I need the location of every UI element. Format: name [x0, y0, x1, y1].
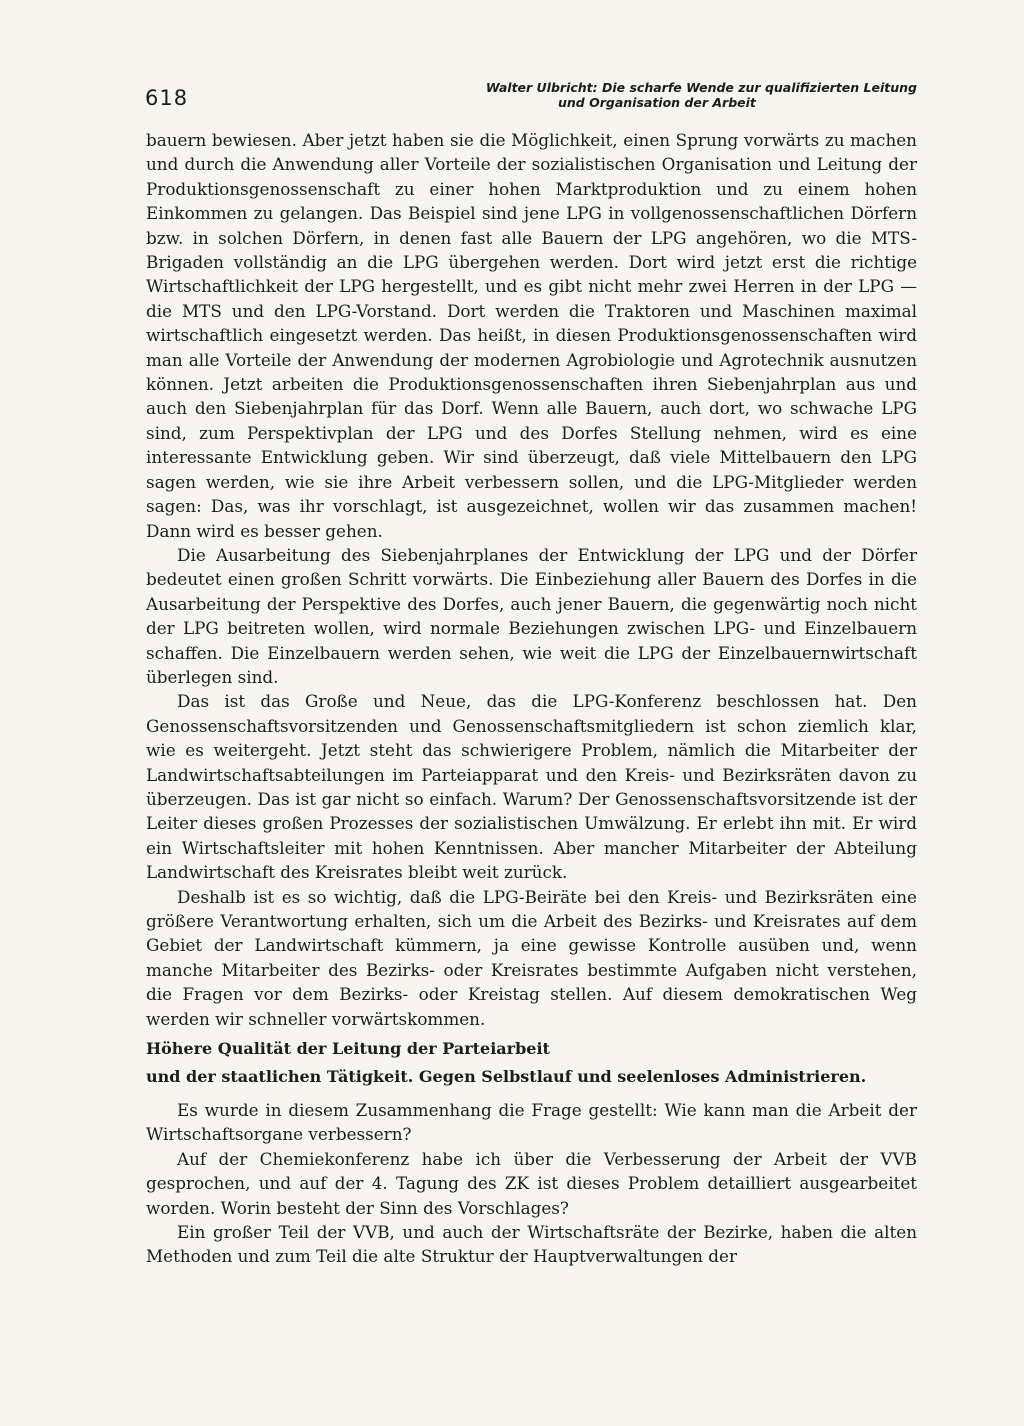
running-head [400, 80, 917, 110]
paragraph: Die Ausarbeitung des Siebenjahrplanes der Entwicklung der LPG und der Dörfer bedeutet einen großen Schritt vorwärts. Die Einbeziehung aller Bauern des Dorfes in die Ausarbeitung der Perspektive des Dorfes, auch jener Bauern, die gegenwärtig noch nicht der LPG beitreten wollen, wird normale Beziehungen zwischen LPG- und Einzelbauern schaffen. Die Einzelbauern werden sehen, wie weit die LPG der Einzelbauernwirtschaft überlegen sind. [146, 544, 917, 687]
paragraph: bauern bewiesen. Aber jetzt haben sie die Möglichkeit, einen Sprung vorwärts zu machen und durch die Anwendung aller Vorteile der sozialistischen Organisation und Leitung der Produktionsgenossenschaft zu einer hohen Marktproduktion und zu einem hohen Einkommen zu gelangen. Das Beispiel sind jene LPG in vollgenossenschaftlichen Dörfern bzw. in solchen Dörfern, in denen fast alle Bauern der LPG angehören, wo die MTS-Brigaden vollständig an die LPG übergehen werden. Dort wird jetzt erst die richtige Wirtschaftlichkeit der LPG hergestellt, und es gibt nicht mehr zwei Herren in der LPG — die MTS und den LPG-Vorstand. Dort werden die Traktoren und Maschinen maximal wirtschaftlich eingesetzt werden. Das heißt, in diesen Produktionsgenossenschaften wird man alle Vorteile der Anwendung der modernen Agrobiologie und Agrotechnik ausnutzen können. Jetzt arbeiten die Produktionsgenossenschaften ihren Siebenjahrplan aus und auch den Siebenjahrplan für das Dorf. Wenn alle Bauern, auch dort, wo schwache LPG sind, zum Perspektivplan der LPG und des Dorfes Stellung nehmen, wird es eine interessante Entwicklung geben. Wir sind überzeugt, daß viele Mittelbauern den LPG sagen werden, wie sie ihre Arbeit verbessern sollen, und die LPG-Mitglieder werden sagen: Das, was ihr vorschlagt, ist ausgezeichnet, wollen wir das zusammen machen! Dann wird es besser gehen. [146, 130, 917, 541]
section-heading-line-1: Höhere Qualität der Leitung der Parteiarbeit [146, 1039, 550, 1058]
running-head-line-2: und Organisation der Arbeit [558, 95, 756, 110]
paragraph: Es wurde in diesem Zusammenhang die Frage gestellt: Wie kann man die Arbeit der Wirtschaftsorgane verbessern? [146, 1100, 917, 1145]
section-heading [146, 1035, 917, 1091]
body-text-continued [146, 1098, 917, 1269]
paragraph: Das ist das Große und Neue, das die LPG-Konferenz beschlossen hat. Den Genossenschaftsvorsitzenden und Genossenschaftsmitgliedern ist schon ziemlich klar, wie es weitergeht. Jetzt steht das schwierigere Problem, nämlich die Mitarbeiter der Landwirtschaftsabteilungen im Parteiapparat und den Kreis- und Bezirksräten davon zu überzeugen. Das ist gar nicht so einfach. Warum? Der Genossenschaftsvorsitzende ist der Leiter dieses großen Prozesses der sozialistischen Umwälzung. Er erlebt ihn mit. Er wird ein Wirtschaftsleiter mit hohen Kenntnissen. Aber mancher Mitarbeiter der Abteilung Landwirtschaft des Kreisrates bleibt weit zurück. [146, 691, 917, 883]
paragraph: Ein großer Teil der VVB, und auch der Wirtschaftsräte der Bezirke, haben die alten Methoden und zum Teil die alte Struktur der Hauptverwaltungen der [146, 1222, 917, 1267]
body-text [146, 128, 917, 1031]
section-heading-line-2: und der staatlichen Tätigkeit. Gegen Selbstlauf und seelenloses Administrieren. [146, 1067, 867, 1086]
running-head-line-1: Walter Ulbricht: Die scharfe Wende zur qualifizierten Leitung [485, 80, 917, 95]
paragraph: Auf der Chemiekonferenz habe ich über die Verbesserung der Arbeit der VVB gesprochen, und auf der 4. Tagung des ZK ist dieses Problem detailliert ausgearbeitet worden. Worin besteht der Sinn des Vorschlages? [146, 1148, 917, 1218]
paragraph: Deshalb ist es so wichtig, daß die LPG-Beiräte bei den Kreis- und Bezirksräten eine größere Verantwortung erhalten, sich um die Arbeit des Bezirks- und Kreisrates auf dem Gebiet der Landwirtschaft kümmern, ja eine gewisse Kontrolle ausüben und, wenn manche Mitarbeiter des Bezirks- oder Kreisrates bestimmte Aufgaben nicht verstehen, die Fragen vor dem Bezirks- oder Kreistag stellen. Auf diesem demokratischen Weg werden wir schneller vorwärtskommen. [146, 886, 917, 1029]
page-number: 618 [145, 86, 189, 110]
